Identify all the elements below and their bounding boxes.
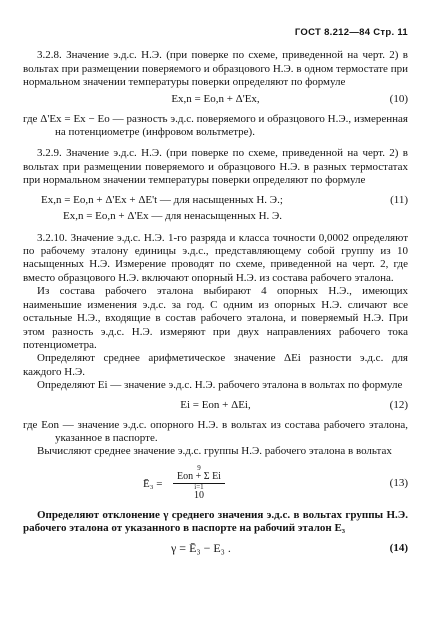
equation-14-number: (14) xyxy=(389,541,408,554)
equation-13 xyxy=(23,465,408,503)
equation-14 xyxy=(23,540,408,558)
equation-13-number: (13) xyxy=(389,476,408,489)
paragraph-3-2-8: 3.2.8. Значение э.д.с. Н.Э. (при поверке по схеме, приведенной на черт. 2) в вольтах при размещении поверяемого и образцового Н.Э. в одном термостате при нормальном значении температуры поверки определяют по формуле xyxy=(23,49,408,89)
equation-12-number: (12) xyxy=(389,398,408,411)
equation-11a xyxy=(23,194,408,208)
equation-11-number: (11) xyxy=(390,193,408,206)
paragraph-3-2-9: 3.2.9. Значение э.д.с. Н.Э. (при поверке по схеме, приведенной на черт. 2) в вольтах при размещении поверяемого и образцового Н.Э. в разных термостатах при нормальном значении температуры поверки определяют по формуле xyxy=(23,147,408,187)
equation-11b xyxy=(23,210,408,224)
equation-13-denominator: 10 xyxy=(193,489,204,501)
paragraph-opredelyayut: Определяют Ei — значение э.д.с. Н.Э. рабочего эталона в вольтах по формуле xyxy=(37,379,403,392)
equation-13-numerator: Eon + Σ Ei xyxy=(173,472,225,484)
equation-13-sum-top: 9 xyxy=(197,463,201,472)
equation-11b-expr: Ex,n = Eo,n + Δ'Ex — для ненасыщенных Н. Э. xyxy=(63,209,283,222)
paragraph-srednee: Определяют среднее арифметическое значение ΔEi разности э.д.с. для каждого Н.Э. xyxy=(23,352,408,378)
paragraph-sostav: Из состава рабочего эталона выбирают 4 опорных Н.Э., имеющих наименьшие изменения э.д.с. за год. С одним из опорных Н.Э. сличают все остальные Н.Э., входящие в состав рабочего эталона, и поверяемый Н.Э. При этом разность э.д.с. Н.Э. измеряют при двух направлениях рабочего тока потенциометра. xyxy=(23,285,408,351)
equation-14-expr: γ = Ē₃ − E₃ . xyxy=(171,540,231,555)
where-10: где Δ'Ex = Ex − Eo — разность э.д.с. поверяемого и образцового Н.Э., измеренная на потенциометре (инфровом вольтметре). xyxy=(23,112,408,139)
paragraph-vychislyayut: Вычисляют среднее значение э.д.с. группы Н.Э. рабочего эталона в вольтах xyxy=(37,445,392,458)
equation-10-expr: Ex,n = Eo,n + Δ'Ex, xyxy=(171,92,260,105)
page-header: ГОСТ 8.212—84 Стр. 11 xyxy=(294,27,408,38)
equation-10 xyxy=(23,93,408,109)
equation-13-lhs: Ē₃ = xyxy=(143,477,163,490)
where-12: где Eon — значение э.д.с. опорного Н.Э. в вольтах из состава рабочего эталона, указанное в паспорте. xyxy=(23,418,408,444)
equation-12-expr: Ei = Eon + ΔEi, xyxy=(180,398,251,411)
equation-13-sum-bottom: i=1 xyxy=(194,482,204,491)
equation-10-number: (10) xyxy=(389,92,408,105)
document-page xyxy=(23,26,408,558)
equation-13-fraction xyxy=(173,465,225,501)
paragraph-otklonenie: Определяют отклонение γ среднего значения э.д.с. в вольтах группы Н.Э. рабочего эталона от указанного в паспорте на рабочий эталон E₃ xyxy=(23,508,408,535)
equation-12 xyxy=(23,399,408,415)
paragraph-3-2-10: 3.2.10. Значение э.д.с. Н.Э. 1-го разряда и класса точности 0,0002 определяют по рабочему эталону единицы э.д.с., представляющему собой группу из 10 насыщенных Н.Э. Измерение проводят по схеме, приведенной на черт. 2, где вместо образцового Н.Э. включают опорный Н.Э. из состава рабочего эталона. xyxy=(23,231,408,284)
equation-11a-expr: Ex,n = Eo,n + Δ'Ex + ΔE't — для насыщенных Н. Э.; xyxy=(41,193,283,206)
